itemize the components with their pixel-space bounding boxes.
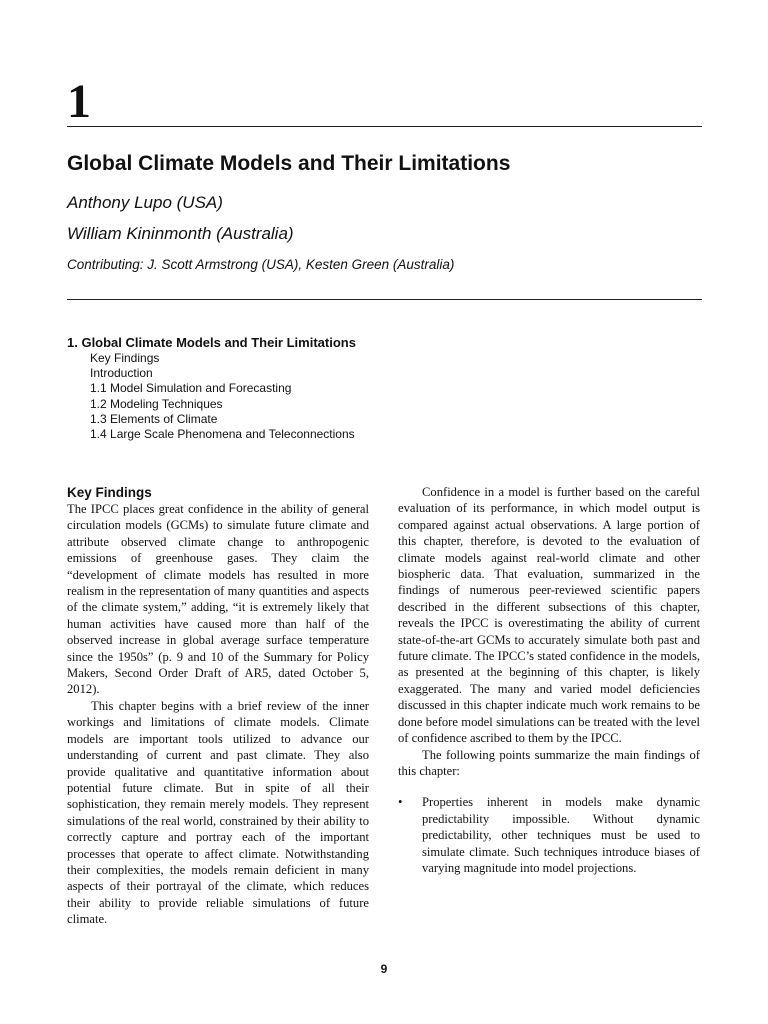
findings-bullet-list bbox=[398, 794, 700, 876]
key-findings-heading: Key Findings bbox=[67, 485, 152, 500]
left-column bbox=[67, 501, 369, 928]
right-column bbox=[398, 484, 700, 876]
contributing-authors: Contributing: J. Scott Armstrong (USA), Kesten Green (Australia) bbox=[67, 257, 455, 272]
table-of-contents bbox=[67, 335, 356, 442]
toc-item[interactable]: Key Findings bbox=[90, 351, 160, 365]
page-number: 9 bbox=[380, 962, 388, 976]
bullet-text: Properties inherent in models make dynamic predictability impossible. Without dynamic predictability, other techniques must be used to simulate climate. Such techniques introduce biases of varying magnitude into model projections. bbox=[422, 795, 700, 875]
toc-heading: 1. Global Climate Models and Their Limitations bbox=[67, 335, 356, 350]
toc-item[interactable]: 1.1 Model Simulation and Forecasting bbox=[90, 381, 292, 396]
body-paragraph: This chapter begins with a brief review of the inner workings and limitations of climate models. Climate models are important tools utilized to advance our understanding of current and past climate. They also provide qualitative and quantitative information about potential future climate. But in spite of all their sophistication, they remain merely models. They represent simulations of the real world, constrained by their ability to correctly capture and portray each of the important processes that operate to affect climate. Notwithstanding their complexities, the models remain deficient in many aspects of their portrayal of the climate, which reduces their ability to provide reliable simulations of future climate. bbox=[67, 698, 369, 927]
chapter-title: Global Climate Models and Their Limitations bbox=[67, 152, 511, 175]
toc-item[interactable]: 1.4 Large Scale Phenomena and Teleconnections bbox=[90, 427, 355, 442]
top-rule bbox=[67, 126, 702, 127]
bullet-item bbox=[398, 794, 700, 876]
bullet-dot-icon: • bbox=[398, 795, 403, 810]
chapter-number: 1 bbox=[67, 75, 91, 128]
toc-item[interactable]: Introduction bbox=[90, 366, 153, 381]
toc-item[interactable]: 1.2 Modeling Techniques bbox=[90, 396, 223, 411]
body-paragraph: The IPCC places great confidence in the ability of general circulation models (GCMs) to simulate future climate and attribute observed climate change to anthropogenic emissions of greenhouse gases. They claim the “development of climate models has resulted in more realism in the representation of many quantities and aspects of the climate system,” adding, “it is extremely likely that human activities have caused more than half of the observed increase in global average surface temperature since the 1950s” (p. 9 and 10 of the Summary for Policy Makers, Second Order Draft of AR5, dated October 5, 2012). bbox=[67, 502, 369, 697]
body-paragraph: The following points summarize the main findings of this chapter: bbox=[398, 747, 700, 778]
toc-item[interactable]: 1.3 Elements of Climate bbox=[90, 411, 218, 426]
header-bottom-rule bbox=[67, 299, 702, 300]
body-paragraph: Confidence in a model is further based on the careful evaluation of its performance, in which model output is compared against actual observations. A large portion of this chapter, therefore, is devoted to the evaluation of climate models against real-world climate and other biospheric data. That evaluation, summarized in the findings of numerous peer-reviewed scientific papers described in the different subsections of this chapter, reveals the IPCC is overestimating the ability of current state-of-the-art GCMs to accurately simulate both past and future climate. The IPCC’s stated confidence in the models, as presented at the beginning of this chapter, is likely exaggerated. The many and varied model deficiencies discussed in this chapter indicate much work remains to be done before model simulations can be treated with the level of confidence ascribed to them by the IPCC. bbox=[398, 485, 700, 746]
author-1: Anthony Lupo (USA) bbox=[67, 193, 223, 212]
toc-list bbox=[67, 351, 356, 442]
author-2: William Kininmonth (Australia) bbox=[67, 224, 294, 243]
